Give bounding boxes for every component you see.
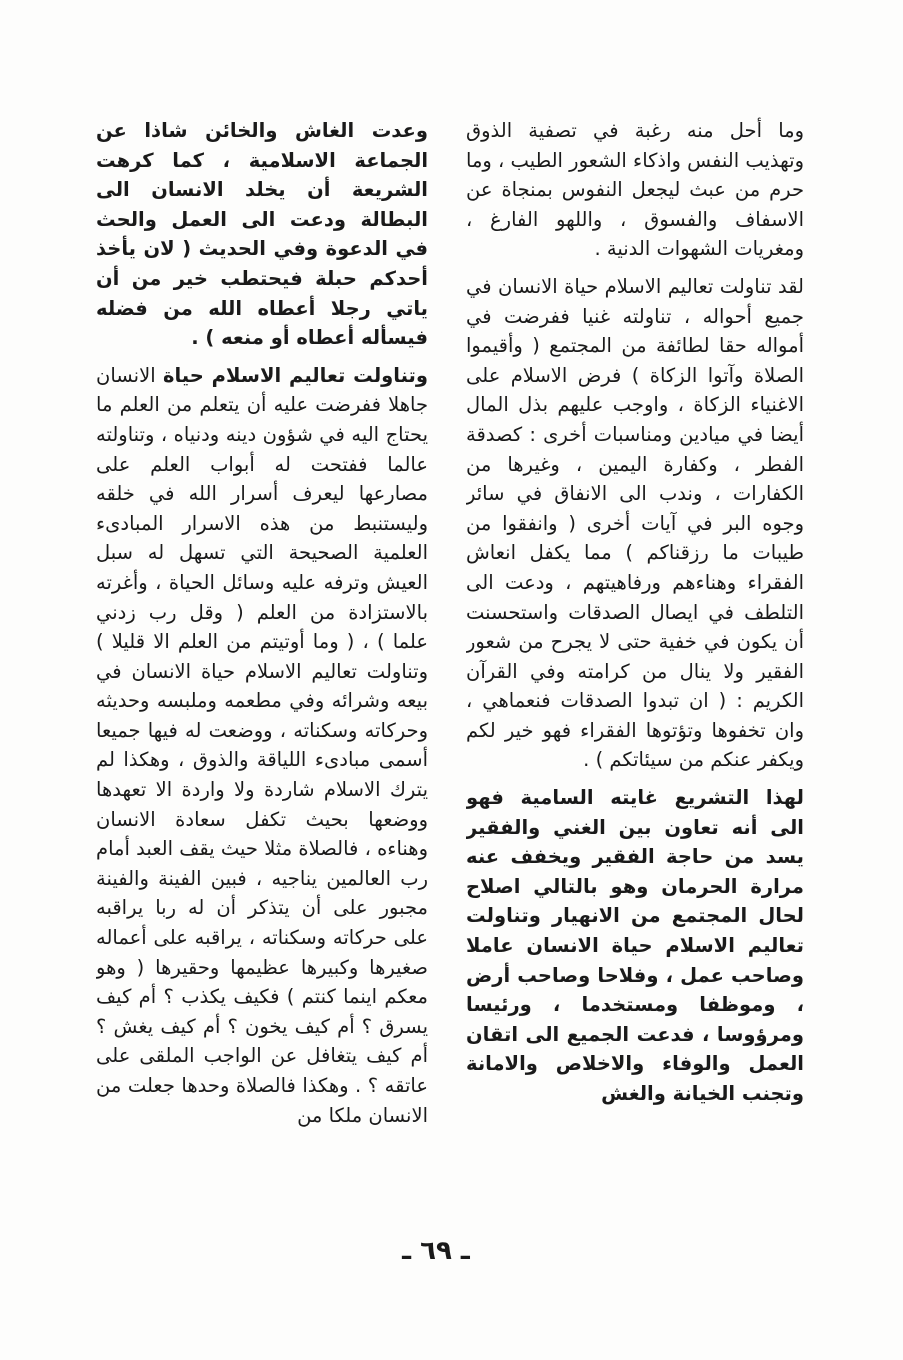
left-paragraph-1: وعدت الغاش والخائن شاذا عن الجماعة الاسلامية ، كما كرهت الشريعة أن يخلد الانسان الى البطالة ودعت الى العمل والحث في الدعوة وفي الحديث ( لان يأخذ أحدكم حبلة فيحتطب خير من أن ياتي رجلا أعطاه الله من فضله فيسأله أعطاه أو منعه ) . — [96, 119, 428, 350]
left-paragraph-2-body: الانسان جاهلا ففرضت عليه أن يتعلم من العلم ما يحتاج اليه في شؤون دينه ودنياه ، وتناولته عالما ففتحت له أبواب العلم على مصارعها ليعرف أسرار الله في خلقه وليستنبط من هذه الاسرار المبادىء العلمية الصحيحة التي تسهل له سبل العيش وترفه عليه وسائل الحياة ، وأغرته بالاستزادة من العلم ( وقل رب زدني علما ) ، ( وما أوتيتم من العلم الا قليلا ) وتناولت تعاليم الاسلام حياة الانسان في بيعه وشرائه وفي مطعمه وملبسه وحديثه وحركاته وسكناته ، ووضعت له فيها جميعا أسمى مبادىء اللياقة والذوق ، وهكذا لم يترك الاسلام شاردة ولا واردة الا تعهدها ووضعها بحيث تكفل سعادة الانسان وهناءه ، فالصلاة مثلا حيث يقف العبد أمام رب العالمين يناجيه ، فبين الفينة والفينة مجبور على أن يتذكر أن له ربا يراقبه على حركاته وسكناته ، يراقبه على أعماله صغيرها وكبيرها عظيمها وحقيرها ( وهو معكم اينما كنتم ) فكيف يكذب ؟ أم كيف يسرق ؟ أم كيف يخون ؟ أم كيف يغش ؟ أم كيف يتغافل عن الواجب الملقى على عاتقه ؟ . وهكذا فالصلاة وحدها جعلت من الانسان ملكا من — [96, 363, 428, 1127]
right-column — [466, 116, 804, 1226]
left-paragraph-2 — [96, 361, 428, 1130]
page-number: ـ ٦٩ ـ — [402, 1236, 470, 1266]
left-column — [96, 116, 428, 1226]
right-paragraph-2: لقد تناولت تعاليم الاسلام حياة الانسان في جميع أحواله ، تناولته غنيا ففرضت في أمواله حقا لطائفة من المجتمع ( وأقيموا الصلاة وآتوا الزكاة ) فرض الاسلام على الاغنياء الزكاة ، واوجب عليهم بذل المال أيضا في ميادين ومناسبات أخرى : كصدقة الفطر ، وكفارة اليمين ، وغيرها من الكفارات ، وندب الى الانفاق في سائر وجوه البر في آيات أخرى ( وانفقوا من طيبات ما رزقناكم ) مما يكفل انعاش الفقراء وهناءهم ورفاهيتهم ، ودعت الى التلطف في ايصال الصدقات واستحسنت أن يكون في خفية حتى لا يجرح من شعور الفقير ولا ينال من كرامته وفي القرآن الكريم : ( ان تبدوا الصدقات فنعماهي ، وان تخفوها وتؤتوها الفقراء فهو خير لكم ويكفر عنكم من سيئاتكم ) . — [466, 274, 804, 772]
right-paragraph-1: وما أحل منه رغبة في تصفية الذوق وتهذيب النفس واذكاء الشعور الطيب ، وما حرم من عبث ليجعل النفوس بمنجاة عن الاسفاف والفسوق ، واللهو الفارغ ، ومغريات الشهوات الدنية . — [466, 119, 804, 261]
left-paragraph-2-heading: وتناولت تعاليم الاسلام حياة — [162, 363, 428, 387]
right-paragraph-3: لهذا التشريع غايته السامية فهو الى أنه تعاون بين الغني والفقير يسد من حاجة الفقير ويخفف عنه مرارة الحرمان وهو بالتالي اصلاح لحال المجتمع من الانهيار وتناولت تعاليم الاسلام حياة الانسان عاملا وصاحب عمل ، وفلاحا وصاحب أرض ، وموظفا ومستخدما ، ورئيسا ومرؤوسا ، فدعت الجميع الى اتقان العمل والوفاء والاخلاص والامانة وتجنب الخيانة والغش — [466, 786, 804, 1105]
